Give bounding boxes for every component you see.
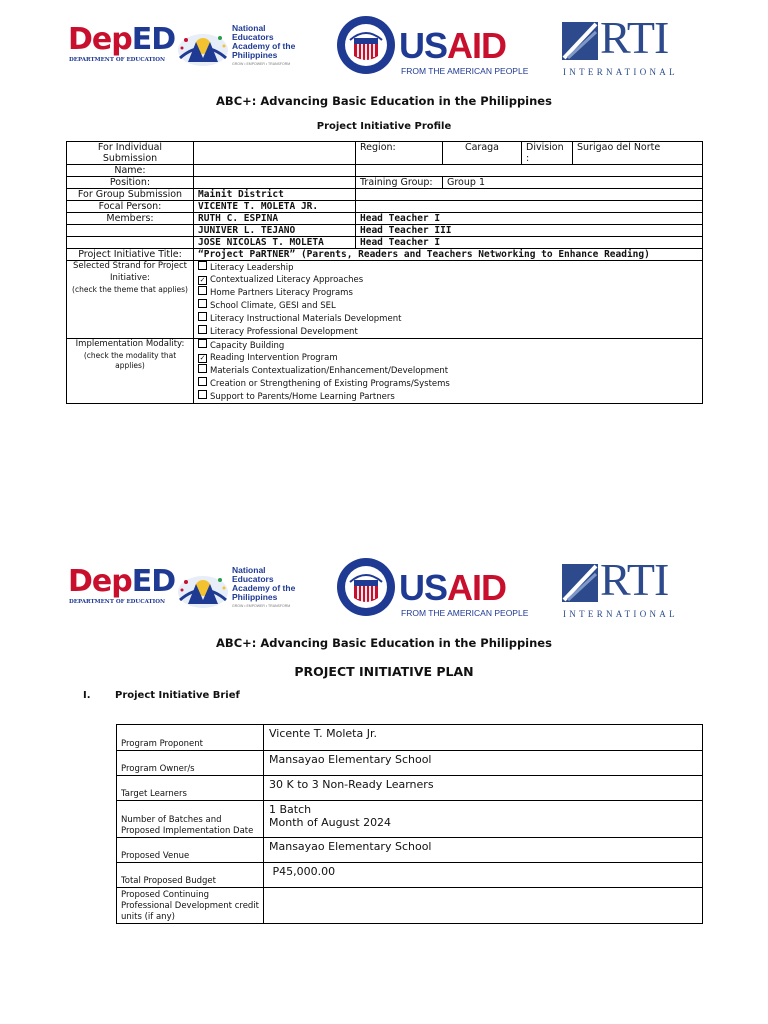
- plan-heading: PROJECT INITIATIVE PLAN: [294, 664, 474, 679]
- logo-bar: [0, 556, 768, 626]
- row-label: Proposed Continuing Professional Development credit units (if any): [117, 888, 264, 924]
- nea-emblem-icon: [176, 570, 230, 610]
- logo-bar: [0, 14, 768, 84]
- table-row: [117, 801, 703, 838]
- region-label: Region:: [356, 142, 443, 165]
- nea-name-line: Philippines: [232, 592, 278, 602]
- rti-subtitle: INTERNATIONAL: [563, 67, 678, 77]
- profile-table: [66, 141, 703, 404]
- row-label: Program Owner/s: [117, 751, 264, 776]
- modality-option[interactable]: [198, 352, 698, 364]
- row-label: Total Proposed Budget: [117, 863, 264, 888]
- position-value: [194, 177, 356, 189]
- focal-person-label: Focal Person:: [67, 201, 194, 213]
- table-row: [67, 177, 703, 189]
- row-value: Mansayao Elementary School: [264, 838, 703, 863]
- usaid-word-aid: AID: [447, 567, 507, 608]
- nea-name-line: National: [232, 565, 266, 575]
- section-number: I.: [83, 690, 91, 701]
- strand-option[interactable]: [198, 312, 698, 325]
- checkbox-checked-icon[interactable]: ✓: [199, 354, 206, 362]
- division-label: Division :: [522, 142, 573, 165]
- row-value: Mansayao Elementary School: [264, 751, 703, 776]
- checkbox-icon[interactable]: [198, 286, 207, 295]
- table-row: [67, 225, 703, 237]
- member-role: Head Teacher I: [356, 237, 703, 249]
- name-blank-cell: [356, 165, 703, 177]
- modality-hint: (check the modality that applies): [83, 350, 177, 370]
- rti-word: RTI: [600, 12, 669, 63]
- table-row: [67, 237, 703, 249]
- checkbox-icon[interactable]: [198, 364, 207, 373]
- usaid-word-aid: AID: [447, 25, 507, 66]
- table-row: [117, 751, 703, 776]
- rti-mark-icon: [562, 18, 598, 62]
- usaid-seal-icon: [336, 14, 396, 76]
- table-row: [67, 165, 703, 177]
- checkbox-icon[interactable]: [198, 390, 207, 399]
- row-label: Target Learners: [117, 776, 264, 801]
- usaid-word-us: US: [399, 25, 448, 66]
- members-label: Members:: [67, 213, 194, 225]
- strand-option[interactable]: [198, 299, 698, 312]
- modality-option[interactable]: [198, 390, 698, 403]
- row-value: 1 Batch Month of August 2024: [264, 801, 703, 838]
- member-name: JUNIVER L. TEJANO: [194, 225, 356, 237]
- strand-option-label: Literacy Instructional Materials Development: [210, 314, 402, 324]
- row-value: Vicente T. Moleta Jr.: [264, 725, 703, 751]
- modality-option-label: Creation or Strengthening of Existing Programs/Systems: [210, 379, 450, 389]
- focal-blank-cell: [356, 201, 703, 213]
- table-row: [67, 189, 703, 201]
- checkbox-checked-icon[interactable]: ✓: [199, 276, 206, 284]
- project-title-label: Project Initiative Title:: [67, 249, 194, 261]
- table-row: [117, 863, 703, 888]
- strand-option-label: School Climate, GESI and SEL: [210, 301, 336, 311]
- individual-blank-cell: [194, 142, 356, 165]
- row-value: [264, 888, 703, 924]
- strand-option[interactable]: [198, 286, 698, 299]
- row-value: P45,000.00: [264, 863, 703, 888]
- modality-option-label: Reading Intervention Program: [210, 353, 338, 363]
- strand-option[interactable]: [198, 274, 698, 286]
- row-label: Proposed Venue: [117, 838, 264, 863]
- strand-label-cell: [67, 261, 194, 339]
- checkbox-icon[interactable]: [198, 339, 207, 348]
- strand-option[interactable]: [198, 325, 698, 338]
- nea-logo: [176, 566, 306, 616]
- group-submission-value: Mainit District: [194, 189, 356, 201]
- modality-label: Implementation Modality:: [75, 339, 185, 349]
- table-row: [67, 339, 703, 404]
- nea-name-line: Academy of the: [232, 41, 296, 51]
- row-value: 30 K to 3 Non-Ready Learners: [264, 776, 703, 801]
- project-title-value: “Project PaRTNER” (Parents, Readers and Teachers Networking to Enhance Reading): [194, 249, 703, 261]
- table-row: [67, 201, 703, 213]
- deped-logo-text-dep: Dep: [68, 22, 132, 57]
- deped-logo-text-ed: ED: [131, 564, 176, 599]
- checkbox-icon[interactable]: [198, 299, 207, 308]
- deped-logo-subtitle: DEPARTMENT OF EDUCATION: [69, 599, 166, 605]
- modality-option[interactable]: [198, 377, 698, 390]
- deped-logo: [68, 564, 176, 616]
- page-title: ABC+: Advancing Basic Education in the Philippines: [216, 94, 552, 108]
- deped-logo: [68, 22, 176, 74]
- table-row: [117, 776, 703, 801]
- modality-label-cell: [67, 339, 194, 404]
- modality-option-label: Materials Contextualization/Enhancement/Development: [210, 366, 449, 376]
- table-row: [67, 261, 703, 339]
- focal-person-value: VICENTE T. MOLETA JR.: [194, 201, 356, 213]
- group-submission-label: For Group Submission: [67, 189, 194, 201]
- training-group-value: Group 1: [443, 177, 703, 189]
- strand-options: [194, 261, 703, 339]
- rti-logo: [562, 12, 692, 78]
- nea-logo: [176, 24, 306, 74]
- modality-options: [194, 339, 703, 404]
- name-value: [194, 165, 356, 177]
- nea-name-line: Academy of the: [232, 583, 296, 593]
- rti-mark-icon: [562, 560, 598, 604]
- nea-name-line: Philippines: [232, 50, 278, 60]
- checkbox-icon[interactable]: [198, 325, 207, 334]
- modality-option[interactable]: [198, 364, 698, 377]
- table-row: [117, 838, 703, 863]
- member-role: Head Teacher I: [356, 213, 703, 225]
- row-label: Program Proponent: [117, 725, 264, 751]
- nea-tagline: GROW • EMPOWER • TRANSFORM: [232, 62, 291, 66]
- group-blank-cell: [356, 189, 703, 201]
- rti-logo: [562, 554, 692, 620]
- checkbox-icon[interactable]: [198, 377, 207, 386]
- member-name: RUTH C. ESPINA: [194, 213, 356, 225]
- modality-option[interactable]: [198, 339, 698, 352]
- division-value: Surigao del Norte: [573, 142, 703, 165]
- strand-option[interactable]: [198, 261, 698, 274]
- rti-word: RTI: [600, 554, 669, 605]
- page-title: ABC+: Advancing Basic Education in the Philippines: [216, 636, 552, 650]
- members-blank-label: [67, 225, 194, 237]
- training-group-label: Training Group:: [356, 177, 443, 189]
- rti-subtitle: INTERNATIONAL: [563, 609, 678, 619]
- deped-logo-subtitle: DEPARTMENT OF EDUCATION: [69, 57, 166, 63]
- checkbox-icon[interactable]: [198, 312, 207, 321]
- usaid-logo: [336, 14, 536, 80]
- table-row: [67, 213, 703, 225]
- usaid-tagline: FROM THE AMERICAN PEOPLE: [401, 66, 529, 76]
- nea-tagline: GROW • EMPOWER • TRANSFORM: [232, 604, 291, 608]
- usaid-seal-icon: [336, 556, 396, 618]
- member-name: JOSE NICOLAS T. MOLETA: [194, 237, 356, 249]
- table-row: [117, 725, 703, 751]
- nea-emblem-icon: [176, 28, 230, 68]
- table-row: [67, 249, 703, 261]
- individual-submission-label: For Individual Submission: [67, 142, 194, 165]
- nea-name-line: National: [232, 23, 266, 33]
- usaid-word-us: US: [399, 567, 448, 608]
- members-blank-label: [67, 237, 194, 249]
- nea-name-line: Educators: [232, 574, 274, 584]
- strand-option-label: Literacy Professional Development: [210, 327, 358, 337]
- deped-logo-text-ed: ED: [131, 22, 176, 57]
- region-value: Caraga: [443, 142, 522, 165]
- member-role: Head Teacher III: [356, 225, 703, 237]
- modality-option-label: Capacity Building: [210, 341, 285, 351]
- strand-hint: (check the theme that applies): [72, 285, 188, 294]
- table-row: [67, 142, 703, 165]
- page-subtitle: Project Initiative Profile: [316, 121, 452, 132]
- name-label: Name:: [67, 165, 194, 177]
- strand-option-label: Literacy Leadership: [210, 263, 294, 273]
- position-label: Position:: [67, 177, 194, 189]
- initiative-brief-table: [116, 724, 703, 924]
- section-title: Project Initiative Brief: [115, 690, 240, 701]
- checkbox-icon[interactable]: [198, 261, 207, 270]
- row-label: Number of Batches and Proposed Implementation Date: [117, 801, 264, 838]
- usaid-tagline: FROM THE AMERICAN PEOPLE: [401, 608, 529, 618]
- table-row: [117, 888, 703, 924]
- strand-label: Selected Strand for Project Initiative:: [73, 261, 187, 283]
- usaid-logo: [336, 556, 536, 622]
- deped-logo-text-dep: Dep: [68, 564, 132, 599]
- modality-option-label: Support to Parents/Home Learning Partners: [210, 392, 395, 402]
- strand-option-label: Home Partners Literacy Programs: [210, 288, 353, 298]
- strand-option-label: Contextualized Literacy Approaches: [210, 275, 364, 285]
- nea-name-line: Educators: [232, 32, 274, 42]
